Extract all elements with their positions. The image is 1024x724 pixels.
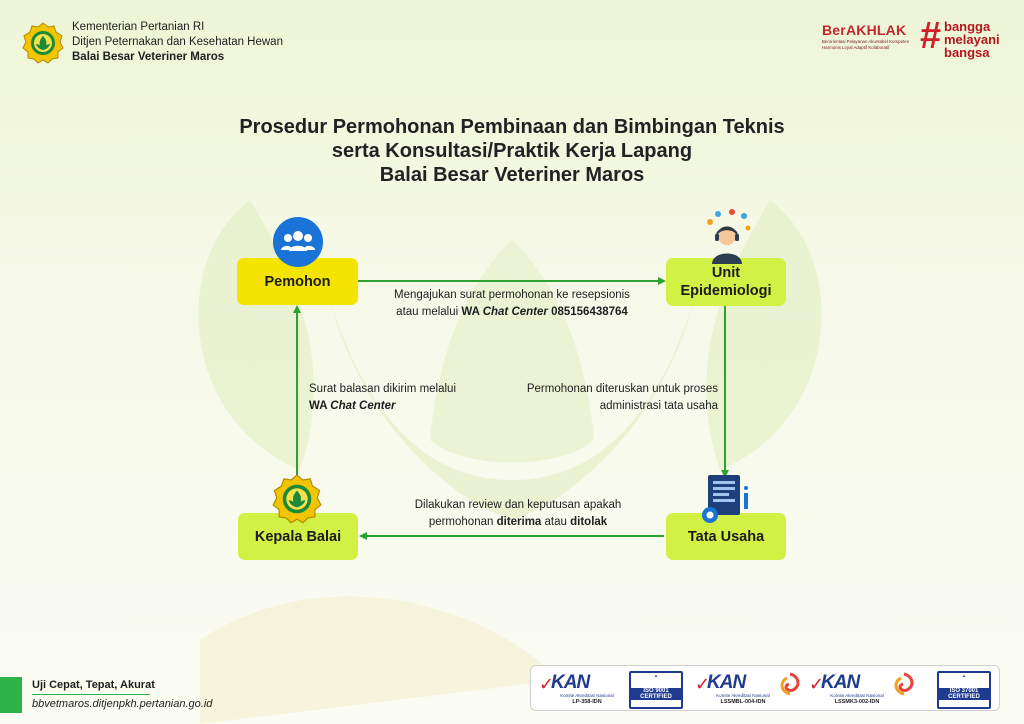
iso-9001-b: CERTIFIED [640,694,672,700]
bangga-word-1: bangga [944,19,991,34]
iso-9001-label [631,688,681,700]
node-unit-label-2: Epidemiologi [680,283,772,299]
edge-bottom-2c: atau [541,516,571,528]
title-line-3: Balai Besar Veteriner Maros [379,164,645,186]
edge-left-line-1: Surat balasan dikirim melalui [309,383,457,395]
iso-37001-a: ISO 37001 [949,688,979,694]
kan-code-3: LSSMK3-002-IDN [834,699,880,705]
edge-top-2d: 085156438764 [547,306,628,318]
iso-37001-label [939,688,989,700]
org-line-3: Balai Besar Veteriner Maros [72,51,225,63]
kan-badge-2 [697,670,787,706]
berakhlak-title: BerAKHLAK [822,22,907,38]
iso-9001-a: ISO 9001 [643,688,669,694]
edge-right-line-2: administrasi tata usaha [599,400,718,412]
edge-bottom-2b: diterima [496,516,542,528]
kementan-emblem-icon [272,474,322,524]
edge-top-2b: WA [461,306,483,318]
footer-tagline: Uji Cepat, Tepat, Akurat [32,679,155,691]
org-line-2: Ditjen Peternakan dan Kesehatan Hewan [72,36,283,48]
iso-37001-b: CERTIFIED [948,694,980,700]
edge-left-2b: Chat Center [330,400,396,412]
footer-divider [32,694,150,695]
lab-swirl-icon [891,672,917,702]
edge-top-line-2 [378,304,646,321]
iso-9001-badge [629,671,683,709]
edge-label-right [508,381,718,415]
footer-accent-bar [0,677,22,713]
title-line-2: serta Konsultasi/Praktik Kerja Lapang [331,140,693,162]
kan-check-icon: ✓ [539,674,555,694]
node-pemohon-label: Pemohon [264,273,331,290]
bangga-word-3: bangsa [944,45,990,60]
kan-sub-1: Komite Akreditasi Nasional [560,693,614,698]
node-unit-label-1: Unit [711,265,741,281]
document-settings-icon [698,473,754,525]
edge-left-2a: WA [309,400,331,412]
title-line-1: Prosedur Permohonan Pembinaan dan Bimbingan Teknis [239,116,785,138]
kan-code-1: LP-358-IDN [572,699,602,705]
edge-bottom-line-2 [398,514,638,531]
kan-word-3: KAN [821,672,860,693]
kan-badge-1 [541,670,631,706]
customer-service-agent-icon [700,208,754,264]
edge-top-line-1: Mengajukan surat permohonan ke resepsionis [394,289,630,301]
kan-badge-3 [811,670,901,706]
iso-37001-logo-icon: ▲ [939,673,989,687]
kan-sub-3: Komite Akreditasi Nasional [830,693,884,698]
lab-swirl-icon [777,672,803,702]
users-group-icon [272,216,324,268]
bangga-word-2: melayani [944,32,1000,47]
edge-top-2c: Chat Center [482,306,548,318]
berakhlak-sub-1: Berorientasi Pelayanan Akuntabel Kompeten [822,39,910,44]
kan-check-icon: ✓ [809,674,825,694]
edge-label-left [309,381,509,415]
node-unit-epidemiologi [666,258,786,306]
edge-top-2a: atau melalui [396,306,462,318]
edge-right-line-1: Permohonan diteruskan untuk proses [526,383,718,395]
edge-label-bottom [398,497,638,531]
iso-9001-logo-icon: ▲ [631,673,681,687]
kan-sub-2: Komite Akreditasi Nasional [716,693,770,698]
edge-label-top [378,287,646,321]
node-tata-usaha-label: Tata Usaha [687,528,765,545]
edge-bottom-line-1: Dilakukan review dan keputusan apakah [414,499,622,511]
kan-check-icon: ✓ [695,674,711,694]
node-kepala-balai-label: Kepala Balai [254,528,342,545]
berakhlak-sub-2: Harmonis Loyal Adaptif Kolaboratif [822,45,890,50]
footer-website: bbvetmaros.ditjenpkh.pertanian.go.id [32,698,213,710]
edge-bottom-2d: ditolak [570,516,608,528]
edge-left-line-2 [309,398,509,415]
org-line-1: Kementerian Pertanian RI [72,21,205,33]
kan-code-2: LSSMBL-004-IDN [720,699,766,705]
hash-icon: # [920,15,942,57]
certification-strip [530,665,1000,711]
edge-bottom-2a: permohonan [428,516,497,528]
kan-word-2: KAN [707,672,746,693]
iso-37001-badge [937,671,991,709]
kan-word-1: KAN [551,672,590,693]
